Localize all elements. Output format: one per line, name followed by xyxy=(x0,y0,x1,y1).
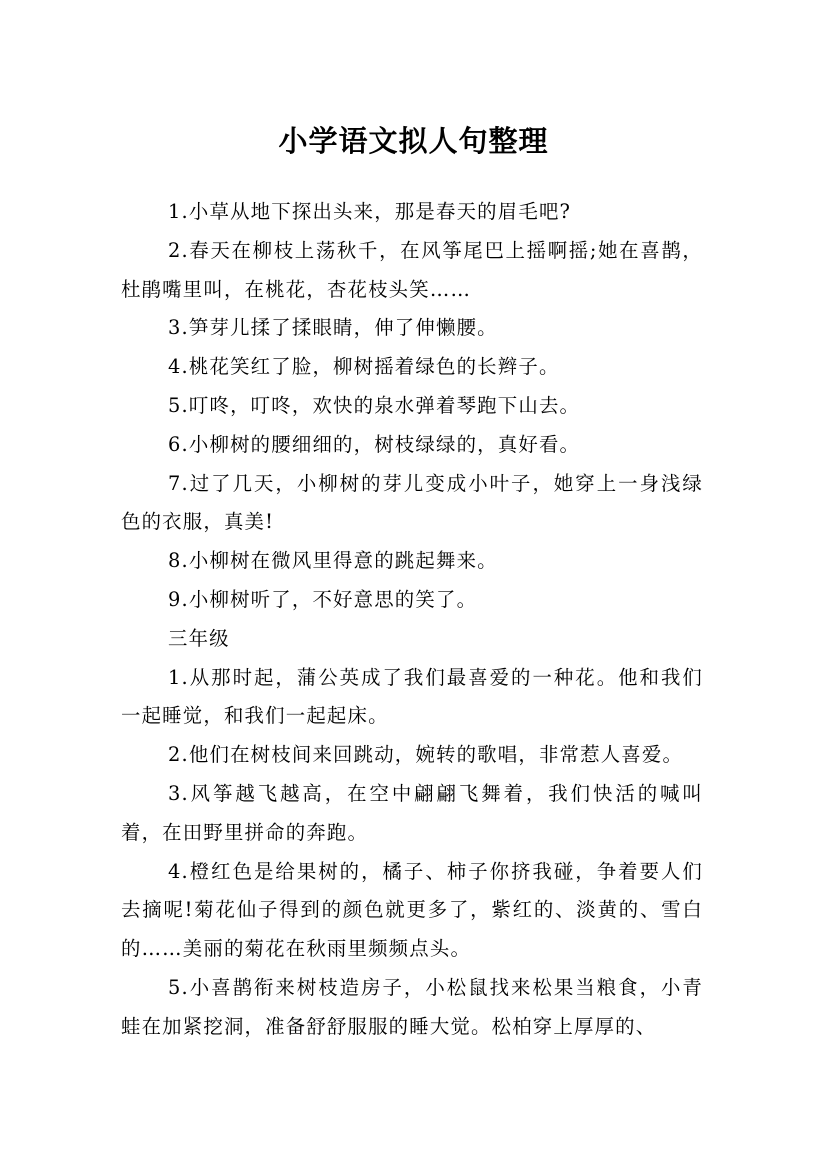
paragraph: 1.小草从地下探出头来，那是春天的眉毛吧? xyxy=(168,200,572,223)
paragraph: 8.小柳树在微风里得意的跳起舞来。 xyxy=(168,549,498,573)
paragraph: 2.他们在树枝间来回跳动，婉转的歌唱，非常惹人喜爱。 xyxy=(168,743,684,767)
paragraph: 7.过了几天，小柳树的芽儿变成小叶子，她穿上一身浅绿色的衣服，真美! xyxy=(121,471,703,534)
paragraph: 9.小柳树听了，不好意思的笑了。 xyxy=(168,587,478,611)
section-heading: 三年级 xyxy=(168,626,230,650)
paragraph: 6.小柳树的腰细细的，树枝绿绿的，真好看。 xyxy=(168,432,581,456)
paragraph: 3.风筝越飞越高，在空中翩翩飞舞着，我们快活的喊叫着，在田野里拼命的奔跑。 xyxy=(121,781,703,844)
paragraph: 1.从那时起，蒲公英成了我们最喜爱的一种花。他和我们一起睡觉，和我们一起起床。 xyxy=(121,665,703,728)
paragraph: 5.小喜鹊衔来树枝造房子，小松鼠找来松果当粮食，小青蛙在加紧挖洞，准备舒舒服服的睡大觉。松柏穿上厚厚的、 xyxy=(121,975,703,1038)
paragraph: 4.桃花笑红了脸，柳树摇着绿色的长辫子。 xyxy=(168,355,560,379)
paragraph: 4.橙红色是给果树的，橘子、柿子你挤我碰，争着要人们去摘呢!菊花仙子得到的颜色就更多了，紫红的、淡黄的、雪白的……美丽的菊花在秋雨里频频点头。 xyxy=(121,859,703,961)
document-title: 小学语文拟人句整理 xyxy=(278,124,549,159)
paragraph: 5.叮咚，叮咚，欢快的泉水弹着琴跑下山去。 xyxy=(168,393,581,417)
paragraph: 2.春天在柳枝上荡秋千，在风筝尾巴上摇啊摇;她在喜鹊，杜鹃嘴里叫，在桃花，杏花枝头笑…… xyxy=(121,238,703,301)
paragraph: 3.笋芽儿揉了揉眼睛，伸了伸懒腰。 xyxy=(168,316,498,340)
document-body xyxy=(121,193,703,1047)
